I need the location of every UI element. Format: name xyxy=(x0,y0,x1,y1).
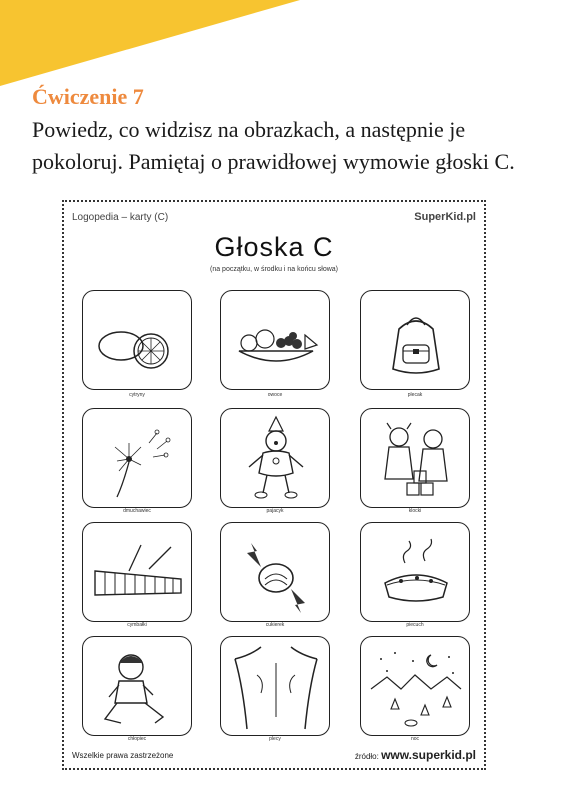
footer-source-link[interactable]: www.superkid.pl xyxy=(381,748,476,762)
footer-rights: Wszelkie prawa zastrzeżone xyxy=(72,751,174,760)
xylophone-icon xyxy=(83,523,193,623)
tile-fruits xyxy=(220,290,330,390)
worksheet-card xyxy=(62,200,486,770)
clown-icon xyxy=(221,409,331,509)
tile-caption: owoce xyxy=(267,392,283,398)
card-header-brand: SuperKid.pl xyxy=(414,211,476,223)
candy-icon xyxy=(221,523,331,623)
tile-caption: cytryny xyxy=(129,392,145,398)
boy-icon xyxy=(83,637,193,737)
tile-back xyxy=(220,636,330,736)
card-title: Głoska C xyxy=(214,232,334,262)
dandelion-icon xyxy=(83,409,193,509)
tile-lemons xyxy=(82,290,192,390)
tile-caption: plecak xyxy=(407,392,423,398)
tile-night xyxy=(360,636,470,736)
tile-caption: pajacyk xyxy=(266,508,284,514)
exercise-title: Ćwiczenie 7 xyxy=(32,84,144,109)
tile-caption: piecuch xyxy=(406,622,424,628)
tile-caption: cukierek xyxy=(265,622,285,628)
footer-source-label: źródło: xyxy=(354,752,379,761)
tile-backpack xyxy=(360,290,470,390)
exercise-instruction: Powiedz, co widzisz na obrazkach, a następnie je pokoloruj. Pamiętaj o prawidłowej wymowie głoski C. xyxy=(32,117,515,174)
tile-xylophone xyxy=(82,522,192,622)
tile-caption: plecy xyxy=(269,736,281,742)
tile-clown xyxy=(220,408,330,508)
tile-caption: klocki xyxy=(408,508,422,514)
card-subtitle: (na początku, w środku i na końcu słowa) xyxy=(209,266,338,273)
corner-decoration xyxy=(0,0,300,90)
back-torso-icon xyxy=(221,637,331,737)
tile-candy xyxy=(220,522,330,622)
backpack-icon xyxy=(361,291,471,391)
tile-caption: noc xyxy=(410,736,420,742)
tile-pie xyxy=(360,522,470,622)
footer-source xyxy=(355,748,476,762)
tile-caption: chłopiec xyxy=(127,736,147,742)
kids-blocks-icon xyxy=(361,409,471,509)
lemons-icon xyxy=(83,291,193,391)
card-header-left: Logopedia – karty (C) xyxy=(72,212,169,223)
tile-boy xyxy=(82,636,192,736)
fruit-bowl-icon xyxy=(221,291,331,391)
night-icon xyxy=(361,637,471,737)
tile-dandelion xyxy=(82,408,192,508)
tile-blocks xyxy=(360,408,470,508)
pie-icon xyxy=(361,523,471,623)
tile-caption: dmuchawiec xyxy=(123,508,151,514)
tile-caption: cymbałki xyxy=(127,622,147,628)
